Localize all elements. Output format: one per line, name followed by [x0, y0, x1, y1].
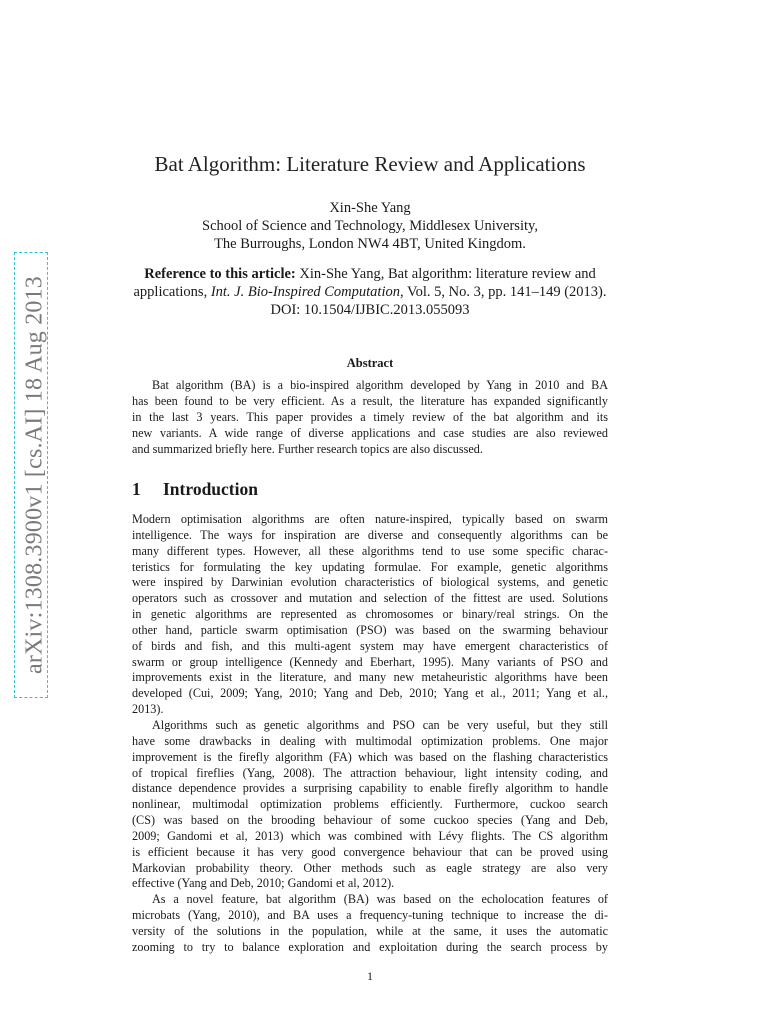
body-line: 2009; Gandomi et al, 2013) which was combined with Lévy flights. The CS algorithm — [132, 828, 608, 843]
body-line: improvements exist in the literature, and many new metaheuristic algorithms have been — [132, 670, 608, 685]
reference-text-3: , Vol. 5, No. 3, pp. 141–149 (2013). — [399, 284, 607, 300]
abstract-heading: Abstract — [346, 356, 394, 370]
body-line: microbats (Yang, 2010), and BA uses a frequency-tuning technique to increase the di- — [132, 908, 608, 923]
reference-label: Reference to this article: — [144, 266, 296, 282]
page-number: 1 — [367, 969, 373, 983]
body-line: Markovian probability theory. Other methods such as eagle strategy are also very — [132, 860, 608, 875]
abstract-line: new variants. A wide range of diverse applications and case studies are also reviewed — [132, 425, 608, 440]
body-line: many different types. However, all these algorithms tend to use some specific charac- — [132, 543, 608, 558]
body-line: 2013). — [132, 702, 164, 717]
abstract-text — [132, 378, 608, 458]
body-line: distance dependence provides a surprising capability to enable firefly algorithm to handle — [132, 781, 608, 796]
body-line: were inspired by Darwinian evolution characteristics of biological systems, and genetic — [132, 575, 608, 590]
reference-doi: DOI: 10.1504/IJBIC.2013.055093 — [270, 302, 470, 318]
abstract-line: in the last 3 years. This paper provides a timely review of the bat algorithm and its — [132, 409, 608, 424]
body-line: zooming to try to balance exploration and exploitation during the search process by — [132, 939, 608, 954]
body-line: nonlinear, multimodal optimization problems efficiently. Furthermore, cuckoo search — [132, 797, 608, 812]
body-line: is efficient because it has very good convergence behaviour that can be proved using — [132, 844, 608, 859]
body-line: swarm or group intelligence (Kennedy and Eberhart, 1995). Many variants of PSO and — [132, 654, 608, 669]
abstract-line: has been found to be very efficient. As a result, the literature has expanded significantly — [132, 393, 608, 408]
abstract-line: and summarized briefly here. Further research topics are also discussed. — [132, 441, 483, 456]
reference-journal: Int. J. Bio-Inspired Computation — [210, 284, 400, 300]
body-line: in genetic algorithms are represented as chromosomes or binary/real strings. On the — [132, 607, 608, 622]
body-line: operators such as crossover and mutation and selection of the fittest are used. Solutions — [132, 591, 608, 606]
body-line: effective (Yang and Deb, 2010; Gandomi et al, 2012). — [132, 876, 395, 891]
body-line: of tropical fireflies (Yang, 2008). The attraction behaviour, light intensity coding, and — [132, 765, 608, 780]
author-affiliation: School of Science and Technology, Middlesex University, — [202, 218, 538, 234]
abstract-line: Bat algorithm (BA) is a bio-inspired algorithm developed by Yang in 2010 and BA — [152, 378, 608, 392]
author-address: The Burroughs, London NW4 4BT, United Kingdom. — [214, 236, 526, 252]
section-heading — [132, 479, 258, 500]
body-line: teristics for formulating the key updating formulae. For example, genetic algorithms — [132, 559, 608, 574]
body-line: have some drawbacks in dealing with multimodal optimization problems. One major — [132, 733, 608, 748]
body-line: of birds and fish, and this multi-agent system may have emergent characteristics of — [132, 638, 608, 653]
reference-text-2: applications, — [133, 284, 211, 300]
paper-title: Bat Algorithm: Literature Review and Applications — [154, 152, 586, 176]
arxiv-stamp: arXiv:1308.3900v1 [cs.AI] 18 Aug 2013 — [21, 275, 48, 675]
body-line: intelligence. The ways for inspiration are diverse and consequently algorithms can be — [132, 527, 608, 542]
author-name: Xin-She Yang — [329, 200, 411, 216]
body-line: Algorithms such as genetic algorithms and PSO can be very useful, but they still — [152, 717, 608, 732]
body-line: improvement is the firefly algorithm (FA) which was based on the flashing characteristics — [132, 749, 608, 764]
body-text — [132, 512, 608, 956]
reference-text: Xin-She Yang, Bat algorithm: literature review and — [295, 266, 596, 282]
section-title: Introduction — [163, 479, 258, 499]
body-line: other hand, particle swarm optimisation (PSO) was based on the swarming behaviour — [132, 622, 608, 637]
reference-block — [100, 265, 640, 319]
body-line: versity of the solutions in the population, while at the same, it uses the automatic — [132, 923, 608, 938]
body-line: Modern optimisation algorithms are often nature-inspired, typically based on swarm — [132, 512, 608, 526]
author-block — [0, 199, 740, 253]
body-line: As a novel feature, bat algorithm (BA) was based on the echolocation features of — [152, 892, 608, 907]
body-line: developed (Cui, 2009; Yang, 2010; Yang and Deb, 2010; Yang et al., 2011; Yang et al., — [132, 686, 608, 701]
section-number: 1 — [132, 479, 141, 499]
body-line: (CS) was based on the brooding behaviour of some cuckoo species (Yang and Deb, — [132, 813, 608, 828]
